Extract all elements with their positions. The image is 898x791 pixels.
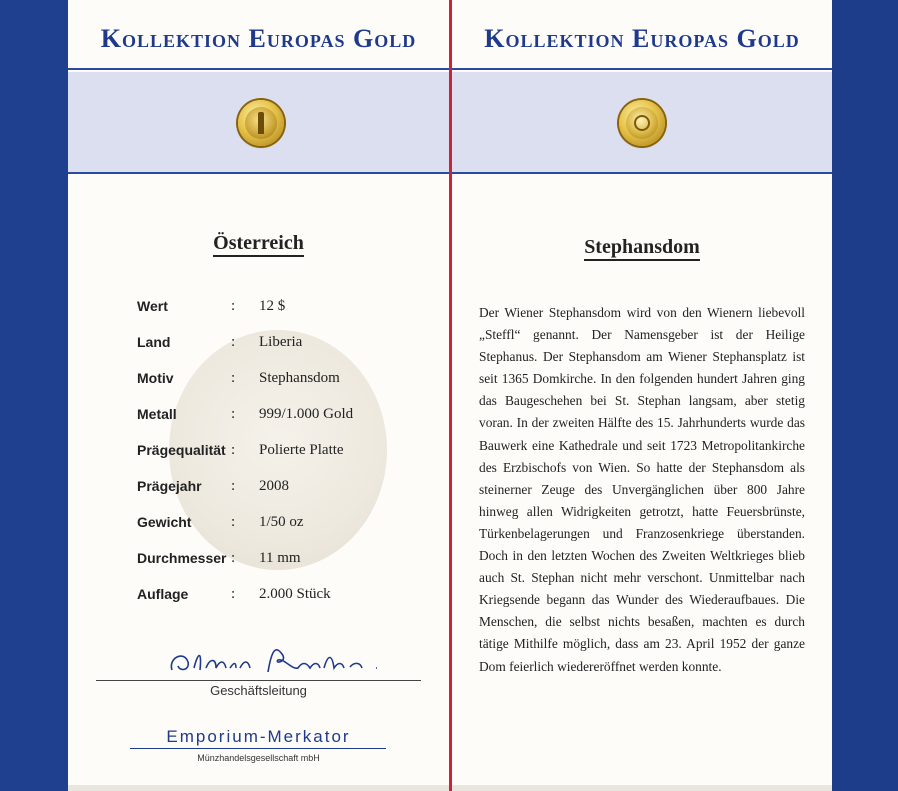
right-description-card: [452, 0, 832, 791]
spec-separator: :: [231, 514, 236, 530]
coin-face: [245, 107, 277, 139]
right-blue-border: [832, 0, 898, 791]
left-card-bottom-edge: [68, 785, 449, 791]
left-blue-border: [0, 0, 68, 791]
left-header-rule: [68, 68, 449, 70]
right-band-rule: [452, 172, 832, 174]
spec-row: [137, 442, 427, 478]
spec-row: [137, 298, 427, 334]
description-text: Der Wiener Stephansdom wird von den Wienern liebevoll „Steffl“ genannt. Der Namensgeber ist der Heilige Stephanus. Der Stephansdom am Wiener Stephansplatz ist seit 1365 Domkirche. In den folgenden hundert Jahren ging das Baugeschehen bei St. Stephan langsam, aber stetig voran. In der zweiten Hälfte des 15. Jahrhunderts wurde das Bauwerk eine Kathedrale und seit 1723 Metropolitankirche des Erzbischofs von Wien. So hatte der Stephansdom als steinerner Zeuge des Unvergänglichen über 800 Jahre hinweg allen Widrigkeiten getrotzt, hatte Feuersbrünste, Türkenbelagerungen und Franzosenkriege überstanden. Doch in den letzten Wochen des Zweiten Weltkrieges blieb auch St. Stephan nicht mehr verschont. Unmittelbar nach Kriegsende begann das Wunder des Wiederaufbaues. Die Menschen, die selbst nichts besaßen, machten es durch tätige Mithilfe möglich, dass am 23. April 1952 der ganze Dom feierlich wiedereröffnet werden konnte.: [479, 305, 805, 674]
spec-label: Prägequalität: [137, 442, 226, 458]
left-header: [68, 0, 449, 70]
spec-row: [137, 586, 427, 622]
left-header-title: Kollektion Europas Gold: [100, 24, 417, 53]
spec-value: Stephansdom: [259, 370, 340, 386]
spec-separator: :: [231, 586, 236, 602]
country-title: [68, 232, 449, 255]
spec-row: [137, 514, 427, 550]
spec-row: [137, 406, 427, 442]
spec-label: Prägejahr: [137, 478, 202, 494]
spec-row: [137, 334, 427, 370]
spec-label: Land: [137, 334, 171, 350]
gold-coin-obverse-icon: [238, 100, 284, 146]
description-title-text: Stephansdom: [584, 236, 700, 261]
brand-subtitle: Münzhandelsgesellschaft mbH: [197, 753, 320, 763]
spec-value: Polierte Platte: [259, 442, 344, 458]
spec-label: Motiv: [137, 370, 174, 386]
spec-value: 1/50 oz: [259, 514, 304, 530]
spec-label: Durchmesser: [137, 550, 227, 566]
spec-separator: :: [231, 406, 236, 422]
left-band-rule: [68, 172, 449, 174]
spec-value: 2.000 Stück: [259, 586, 331, 602]
description-title: [452, 236, 832, 259]
spec-separator: :: [231, 442, 236, 458]
spec-label: Wert: [137, 298, 168, 314]
right-header: [452, 0, 832, 70]
left-certificate-card: [68, 0, 449, 791]
coin-face: [626, 107, 658, 139]
spec-label: Gewicht: [137, 514, 192, 530]
spec-separator: :: [231, 478, 236, 494]
brand-name: Emporium-Merkator: [166, 727, 351, 746]
spec-row: [137, 550, 427, 586]
right-header-title: Kollektion Europas Gold: [484, 24, 800, 53]
country-title-text: Österreich: [213, 232, 304, 257]
spec-separator: :: [231, 370, 236, 386]
spec-separator: :: [231, 334, 236, 350]
spec-value: 2008: [259, 478, 289, 494]
spec-label: Metall: [137, 406, 177, 422]
right-header-rule: [452, 68, 832, 70]
spec-value: Liberia: [259, 334, 303, 350]
spec-separator: :: [231, 298, 236, 314]
spec-table: [137, 298, 427, 622]
signature-line: [96, 680, 421, 681]
spec-row: [137, 478, 427, 514]
spec-separator: :: [231, 550, 236, 566]
spec-value: 11 mm: [259, 550, 301, 566]
spec-row: [137, 370, 427, 406]
right-card-bottom-edge: [452, 785, 832, 791]
gold-coin-reverse-icon: [619, 100, 665, 146]
signature-caption: Geschäftsleitung: [210, 683, 307, 698]
spec-value: 12 $: [259, 298, 286, 314]
handwritten-signature: [164, 640, 394, 680]
spec-label: Auflage: [137, 586, 189, 602]
brand-underline: [130, 748, 386, 749]
spec-value: 999/1.000 Gold: [259, 406, 354, 422]
